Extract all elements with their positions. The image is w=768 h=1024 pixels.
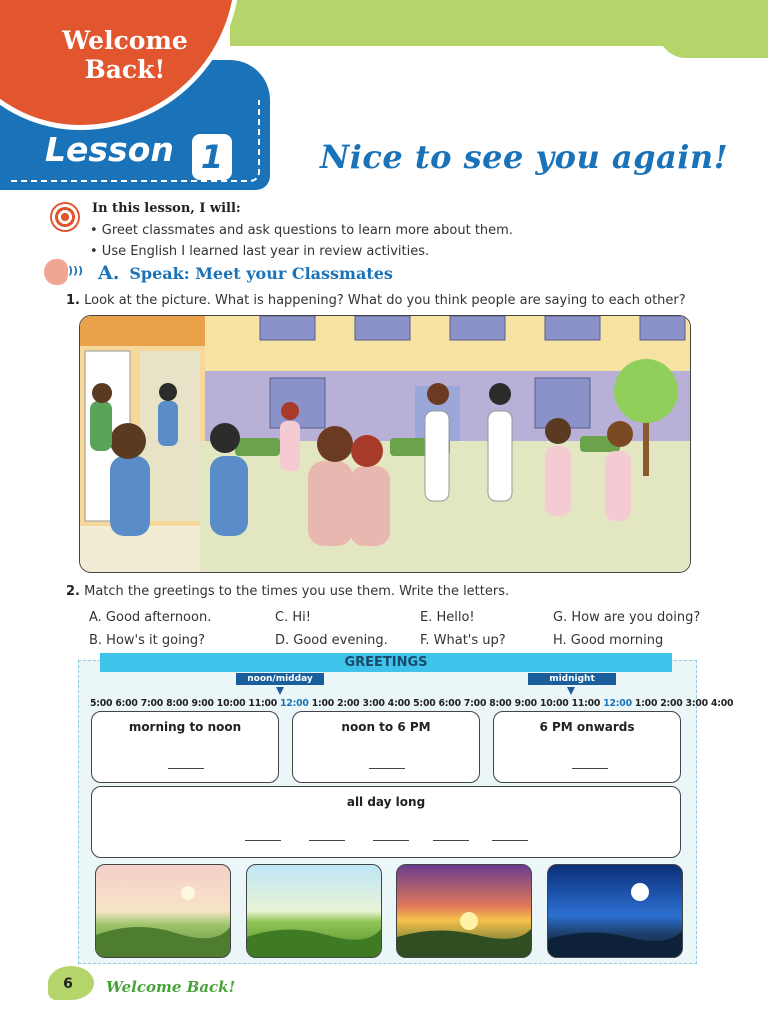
question-2-number: 2. [66,584,80,599]
noon-marker: noon/midday [236,673,324,685]
objective-item: • Use English I learned last year in review activities. [90,244,430,259]
all-day-box [91,786,681,858]
night-scene-image [547,864,683,958]
welcome-badge-text [40,26,210,84]
timeline-midnight: 12:00 [603,698,632,709]
sunset-scene-drawing [397,865,531,957]
timeline-early: 1:00 2:00 3:00 4:00 [634,698,734,709]
question-1 [66,293,686,308]
target-icon [50,202,80,232]
answer-blank[interactable] [369,768,405,769]
footer-unit-title: Welcome Back! [106,978,236,996]
lesson-label: Lesson [45,130,174,169]
greeting-option: D. Good evening. [275,633,388,648]
morning-box-label: morning to noon [128,720,242,734]
section-title: Speak: Meet your Classmates [129,264,393,283]
question-2 [66,584,509,599]
school-yard-illustration [79,315,691,573]
day-scene-drawing [247,865,381,957]
welcome-line-2: Back! [84,55,166,84]
midnight-marker: midnight [528,673,616,685]
night-scene-drawing [548,865,682,957]
welcome-line-1: Welcome [62,26,188,55]
dawn-scene-image [95,864,231,958]
greeting-option: H. Good morning [553,633,664,648]
answer-blank[interactable] [309,840,345,841]
objective-item: • Greet classmates and ask questions to learn more about them. [90,223,513,238]
greeting-option: F. What's up? [420,633,506,648]
page-title: Nice to see you again! [320,138,729,176]
greetings-title: GREETINGS [100,653,672,672]
answer-blank[interactable] [492,840,528,841]
question-1-text: Look at the picture. What is happening? What do you think people are saying to each other? [84,293,686,308]
greeting-option: B. How's it going? [89,633,206,648]
top-green-band-curve [658,30,768,58]
sunset-scene-image [396,864,532,958]
school-yard-drawing [80,316,690,572]
day-scene-image [246,864,382,958]
timeline-noon: 12:00 [280,698,309,709]
morning-box [91,711,279,783]
evening-box [493,711,681,783]
section-letter: A. [98,262,120,284]
greeting-option: A. Good afternoon. [89,610,212,625]
afternoon-box-label: noon to 6 PM [341,720,431,734]
greeting-option: C. Hi! [275,610,311,625]
objectives-heading: In this lesson, I will: [92,201,241,216]
timeline [90,698,733,709]
all-day-box-label: all day long [346,795,426,809]
greeting-option: E. Hello! [420,610,475,625]
lesson-number: 1 [192,134,232,180]
question-1-number: 1. [66,293,80,308]
midnight-arrow-icon [567,687,575,695]
answer-blank[interactable] [373,840,409,841]
answer-blank[interactable] [168,768,204,769]
objectives-list [90,220,513,262]
timeline-afternoon-night: 1:00 2:00 3:00 4:00 5:00 6:00 7:00 8:00 9:00 10:00 11:00 [311,698,601,709]
answer-blank[interactable] [572,768,608,769]
afternoon-box [292,711,480,783]
speaking-head-icon [44,259,68,285]
question-2-text: Match the greetings to the times you use them. Write the letters. [84,584,510,599]
section-a-heading [98,262,393,284]
dawn-scene-drawing [96,865,230,957]
sound-waves-icon: ))) [68,264,84,277]
evening-box-label: 6 PM onwards [539,720,635,734]
answer-blank[interactable] [245,840,281,841]
timeline-morning: 5:00 6:00 7:00 8:00 9:00 10:00 11:00 [90,698,278,709]
answer-blank[interactable] [433,840,469,841]
page-number: 6 [54,970,82,998]
noon-arrow-icon [276,687,284,695]
greeting-option: G. How are you doing? [553,610,701,625]
